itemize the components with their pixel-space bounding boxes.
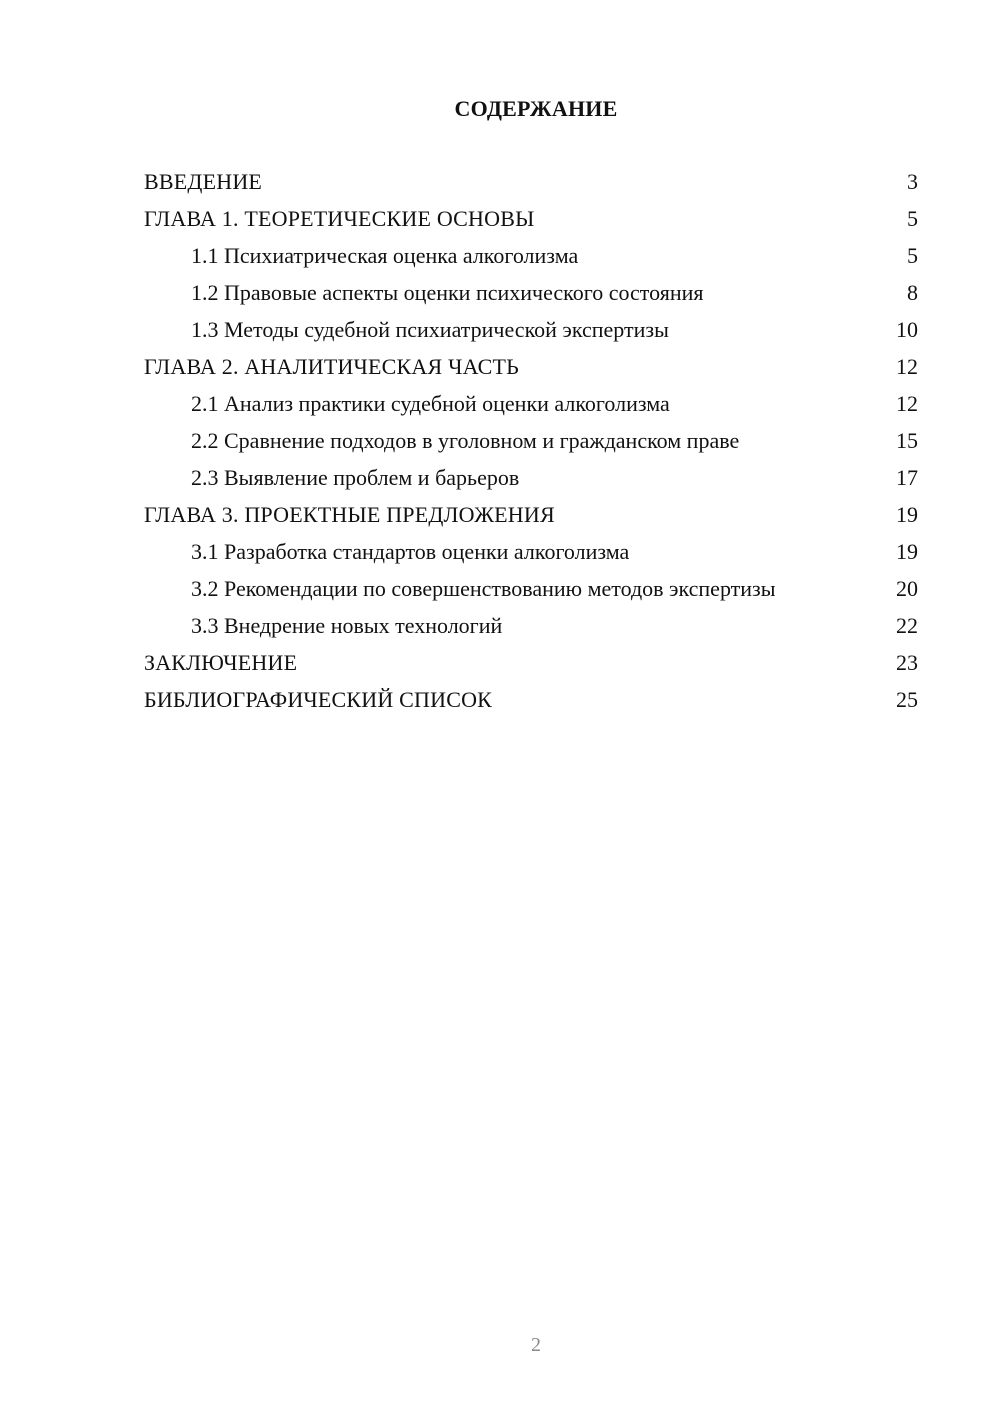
toc-entry-label: 3.3 Внедрение новых технологий: [191, 613, 503, 638]
toc-entry-label: 3.1 Разработка стандартов оценки алкоголизма: [191, 539, 630, 564]
toc-entry-page: 10: [896, 317, 918, 342]
toc-subentry[interactable]: [144, 538, 918, 565]
toc-entry-label: ВВЕДЕНИЕ: [144, 169, 263, 194]
toc-entry[interactable]: [144, 501, 918, 528]
toc-entry-page: 12: [896, 391, 918, 416]
toc-entry-page: 8: [907, 280, 918, 305]
toc-subentry[interactable]: [144, 575, 918, 602]
toc-entry-label: ГЛАВА 3. ПРОЕКТНЫЕ ПРЕДЛОЖЕНИЯ: [144, 502, 555, 527]
toc-entry-label: 1.1 Психиатрическая оценка алкоголизма: [191, 243, 579, 268]
toc-entry-label: 1.3 Методы судебной психиатрической экспертизы: [191, 317, 669, 342]
toc-entry[interactable]: [144, 686, 918, 713]
toc-subentry[interactable]: [144, 390, 918, 417]
toc-subentry[interactable]: [144, 242, 918, 269]
toc-entry-label: 2.3 Выявление проблем и барьеров: [191, 465, 520, 490]
toc-entry-page: 19: [896, 502, 918, 527]
toc-subentry[interactable]: [144, 316, 918, 343]
toc-subentry[interactable]: [144, 427, 918, 454]
toc-entry[interactable]: [144, 205, 918, 232]
toc-entry-page: 22: [896, 613, 918, 638]
toc-entry-page: 12: [896, 354, 918, 379]
toc-entry-page: 20: [896, 576, 918, 601]
toc-entry-label: 1.2 Правовые аспекты оценки психического состояния: [191, 280, 704, 305]
page-number: 2: [531, 1334, 541, 1356]
toc-subentry[interactable]: [144, 612, 918, 639]
toc-entry-page: 23: [896, 650, 918, 675]
toc-entry[interactable]: [144, 353, 918, 380]
toc-entry-page: 25: [896, 687, 918, 712]
toc-entry-label: 2.2 Сравнение подходов в уголовном и гражданском праве: [191, 428, 740, 453]
toc-entry-label: ГЛАВА 1. ТЕОРЕТИЧЕСКИЕ ОСНОВЫ: [144, 206, 535, 231]
toc-subentry[interactable]: [144, 279, 918, 306]
toc-entry-label: ЗАКЛЮЧЕНИЕ: [144, 650, 298, 675]
toc-entry-page: 3: [907, 169, 918, 194]
toc-entry[interactable]: [144, 649, 918, 676]
toc-entry-page: 19: [896, 539, 918, 564]
toc-entry-page: 5: [907, 243, 918, 268]
toc-title: СОДЕРЖАНИЕ: [454, 96, 618, 121]
toc-subentry[interactable]: [144, 464, 918, 491]
toc-entry-page: 17: [896, 465, 918, 490]
toc-entry-page: 5: [907, 206, 918, 231]
toc-entry-label: ГЛАВА 2. АНАЛИТИЧЕСКАЯ ЧАСТЬ: [144, 354, 519, 379]
toc-entry-page: 15: [896, 428, 918, 453]
table-of-contents: [144, 168, 918, 723]
toc-entry-label: 2.1 Анализ практики судебной оценки алкоголизма: [191, 391, 670, 416]
toc-entry[interactable]: [144, 168, 918, 195]
toc-entry-label: БИБЛИОГРАФИЧЕСКИЙ СПИСОК: [144, 687, 493, 712]
toc-entry-label: 3.2 Рекомендации по совершенствованию методов экспертизы: [191, 576, 776, 601]
